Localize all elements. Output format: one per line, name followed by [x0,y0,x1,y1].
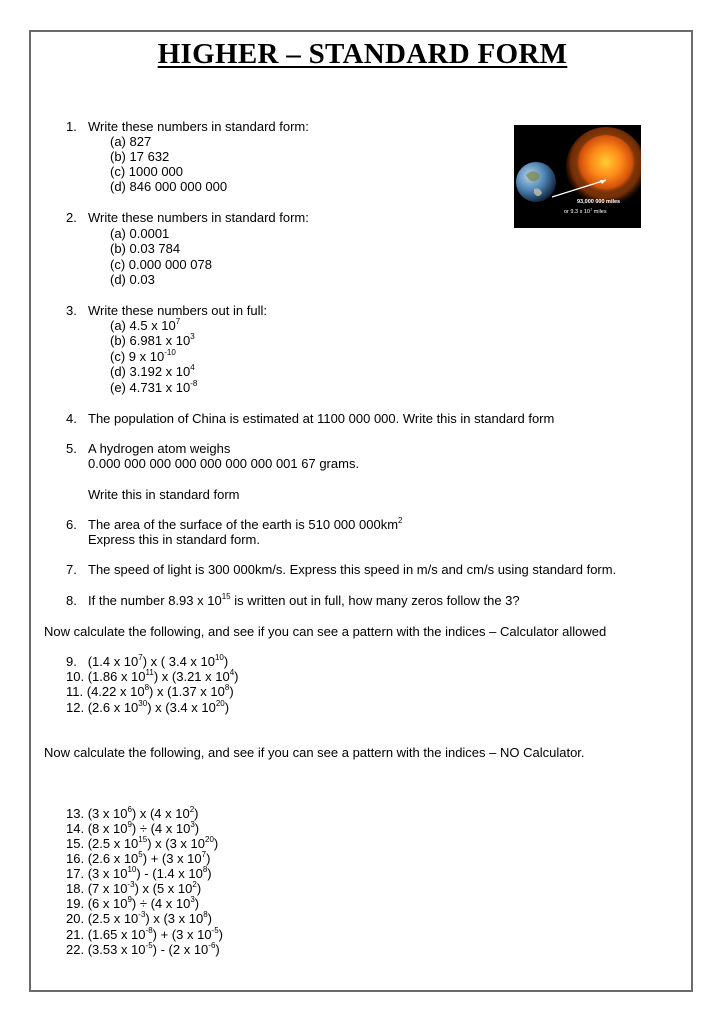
q7-number: 7. [66,562,77,577]
distance-standard-form: or 9.3 x $10^7$ miles [564,207,607,215]
q12: 12. (2.6 x $10^{30}$) x (3.4 x $10^{20}$) [66,698,230,715]
q11: 11. (4.22 x $10^8$) x (1.37 x $10^8$) [66,682,234,699]
q4-number: 4. [66,411,77,426]
calculator-allowed-intro: Now calculate the following, and see if you can see a pattern with the indices – Calculator allowed [44,624,607,639]
q17: 17. (3 x $10^{10}) - (1.4$ x $10^8$) [66,864,212,881]
q1a: (a) 827 [110,134,152,149]
q1-number: 1. [66,119,77,134]
q1c: (c) 1000 000 [110,164,184,179]
q2-number: 2. [66,210,77,225]
q9: 9. (1.4 x $10^7$) x ( 3.4 x $10^{10}$) [66,652,229,669]
q3-number: 3. [66,303,77,318]
q2d: (d) 0.03 [110,272,155,287]
q3d: (d) 3.192 x $10^4$ [110,362,195,379]
q3-text: Write these numbers out in full: [88,303,267,318]
q8-text: If the number 8.93 x $10^{15}$ is written out in full, how many zeros follow the 3? [88,591,520,608]
q5-number: 5. [66,441,77,456]
q2c: (c) 0.000 000 078 [110,257,212,272]
q4-text: The population of China is estimated at 1100 000 000. Write this in standard form [88,411,555,426]
q14: 14. (8 x $10^9) \div (4$ x $10^3$) [66,819,200,836]
earth-sun-image [514,125,641,228]
q15: 15. (2.5 x $10^{15}$) x (3 x $10^{20}$) [66,834,219,851]
q2b: (b) 0.03 784 [110,241,181,256]
q6-number: 6. [66,517,77,532]
q1d: (d) 846 000 000 000 [110,179,228,194]
q3a: (a) 4.5 x $10^7$ [110,316,181,333]
q6-line1: The area of the surface of the earth is 510 000 $000km^2$ [88,515,403,532]
q5-line3: Write this in standard form [88,487,240,502]
q3b: (b) 6.981 x $10^3$ [110,331,195,348]
q6-line2: Express this in standard form. [88,532,260,547]
q3e: (e) 4.731 x $10^{-8}$ [110,378,198,395]
q20: 20. (2.5 x $10^{-3}$) x (3 x $10^8$) [66,909,213,926]
q10: 10. (1.86 x $10^{11}$) x (3.21 x $10^4$) [66,667,239,684]
q3c: (c) 9 x $10^{-10}$ [110,347,176,364]
q1b: (b) 17 632 [110,149,170,164]
q18: 18. (7 x $10^{-3}$) x (5 x $10^2$) [66,879,202,896]
q5-line2: 0.000 000 000 000 000 000 000 001 67 grams. [88,456,360,471]
distance-label: 93,000 000 miles [577,199,621,205]
page-title: HIGHER – STANDARD FORM [157,38,568,70]
q22: 22. (3.53 x $10^{-5}) - (2$ x $10^{-6}$) [66,940,220,957]
q8-number: 8. [66,593,77,608]
q13: 13. (3 x $10^6$) x (4 x $10^2$) [66,804,199,821]
q19: 19. (6 x $10^9) \div (4$ x $10^3$) [66,894,200,911]
q5-line1: A hydrogen atom weighs [88,441,231,456]
q1-text: Write these numbers in standard form: [88,119,309,134]
q21: 21. (1.65 x $10^{-8}) + (3$ x $10^{-5}$) [66,925,224,942]
no-calculator-intro: Now calculate the following, and see if you can see a pattern with the indices – NO Calculator. [44,745,585,760]
q7-text: The speed of light is 300 000km/s. Express this speed in m/s and cm/s using standard form. [88,562,617,577]
q2a: (a) 0.0001 [110,226,170,241]
earth-sun-illustration [514,125,641,228]
q2-text: Write these numbers in standard form: [88,210,309,225]
q16: 16. (2.6 x $10^5) + (3$ x $10^7$) [66,849,211,866]
